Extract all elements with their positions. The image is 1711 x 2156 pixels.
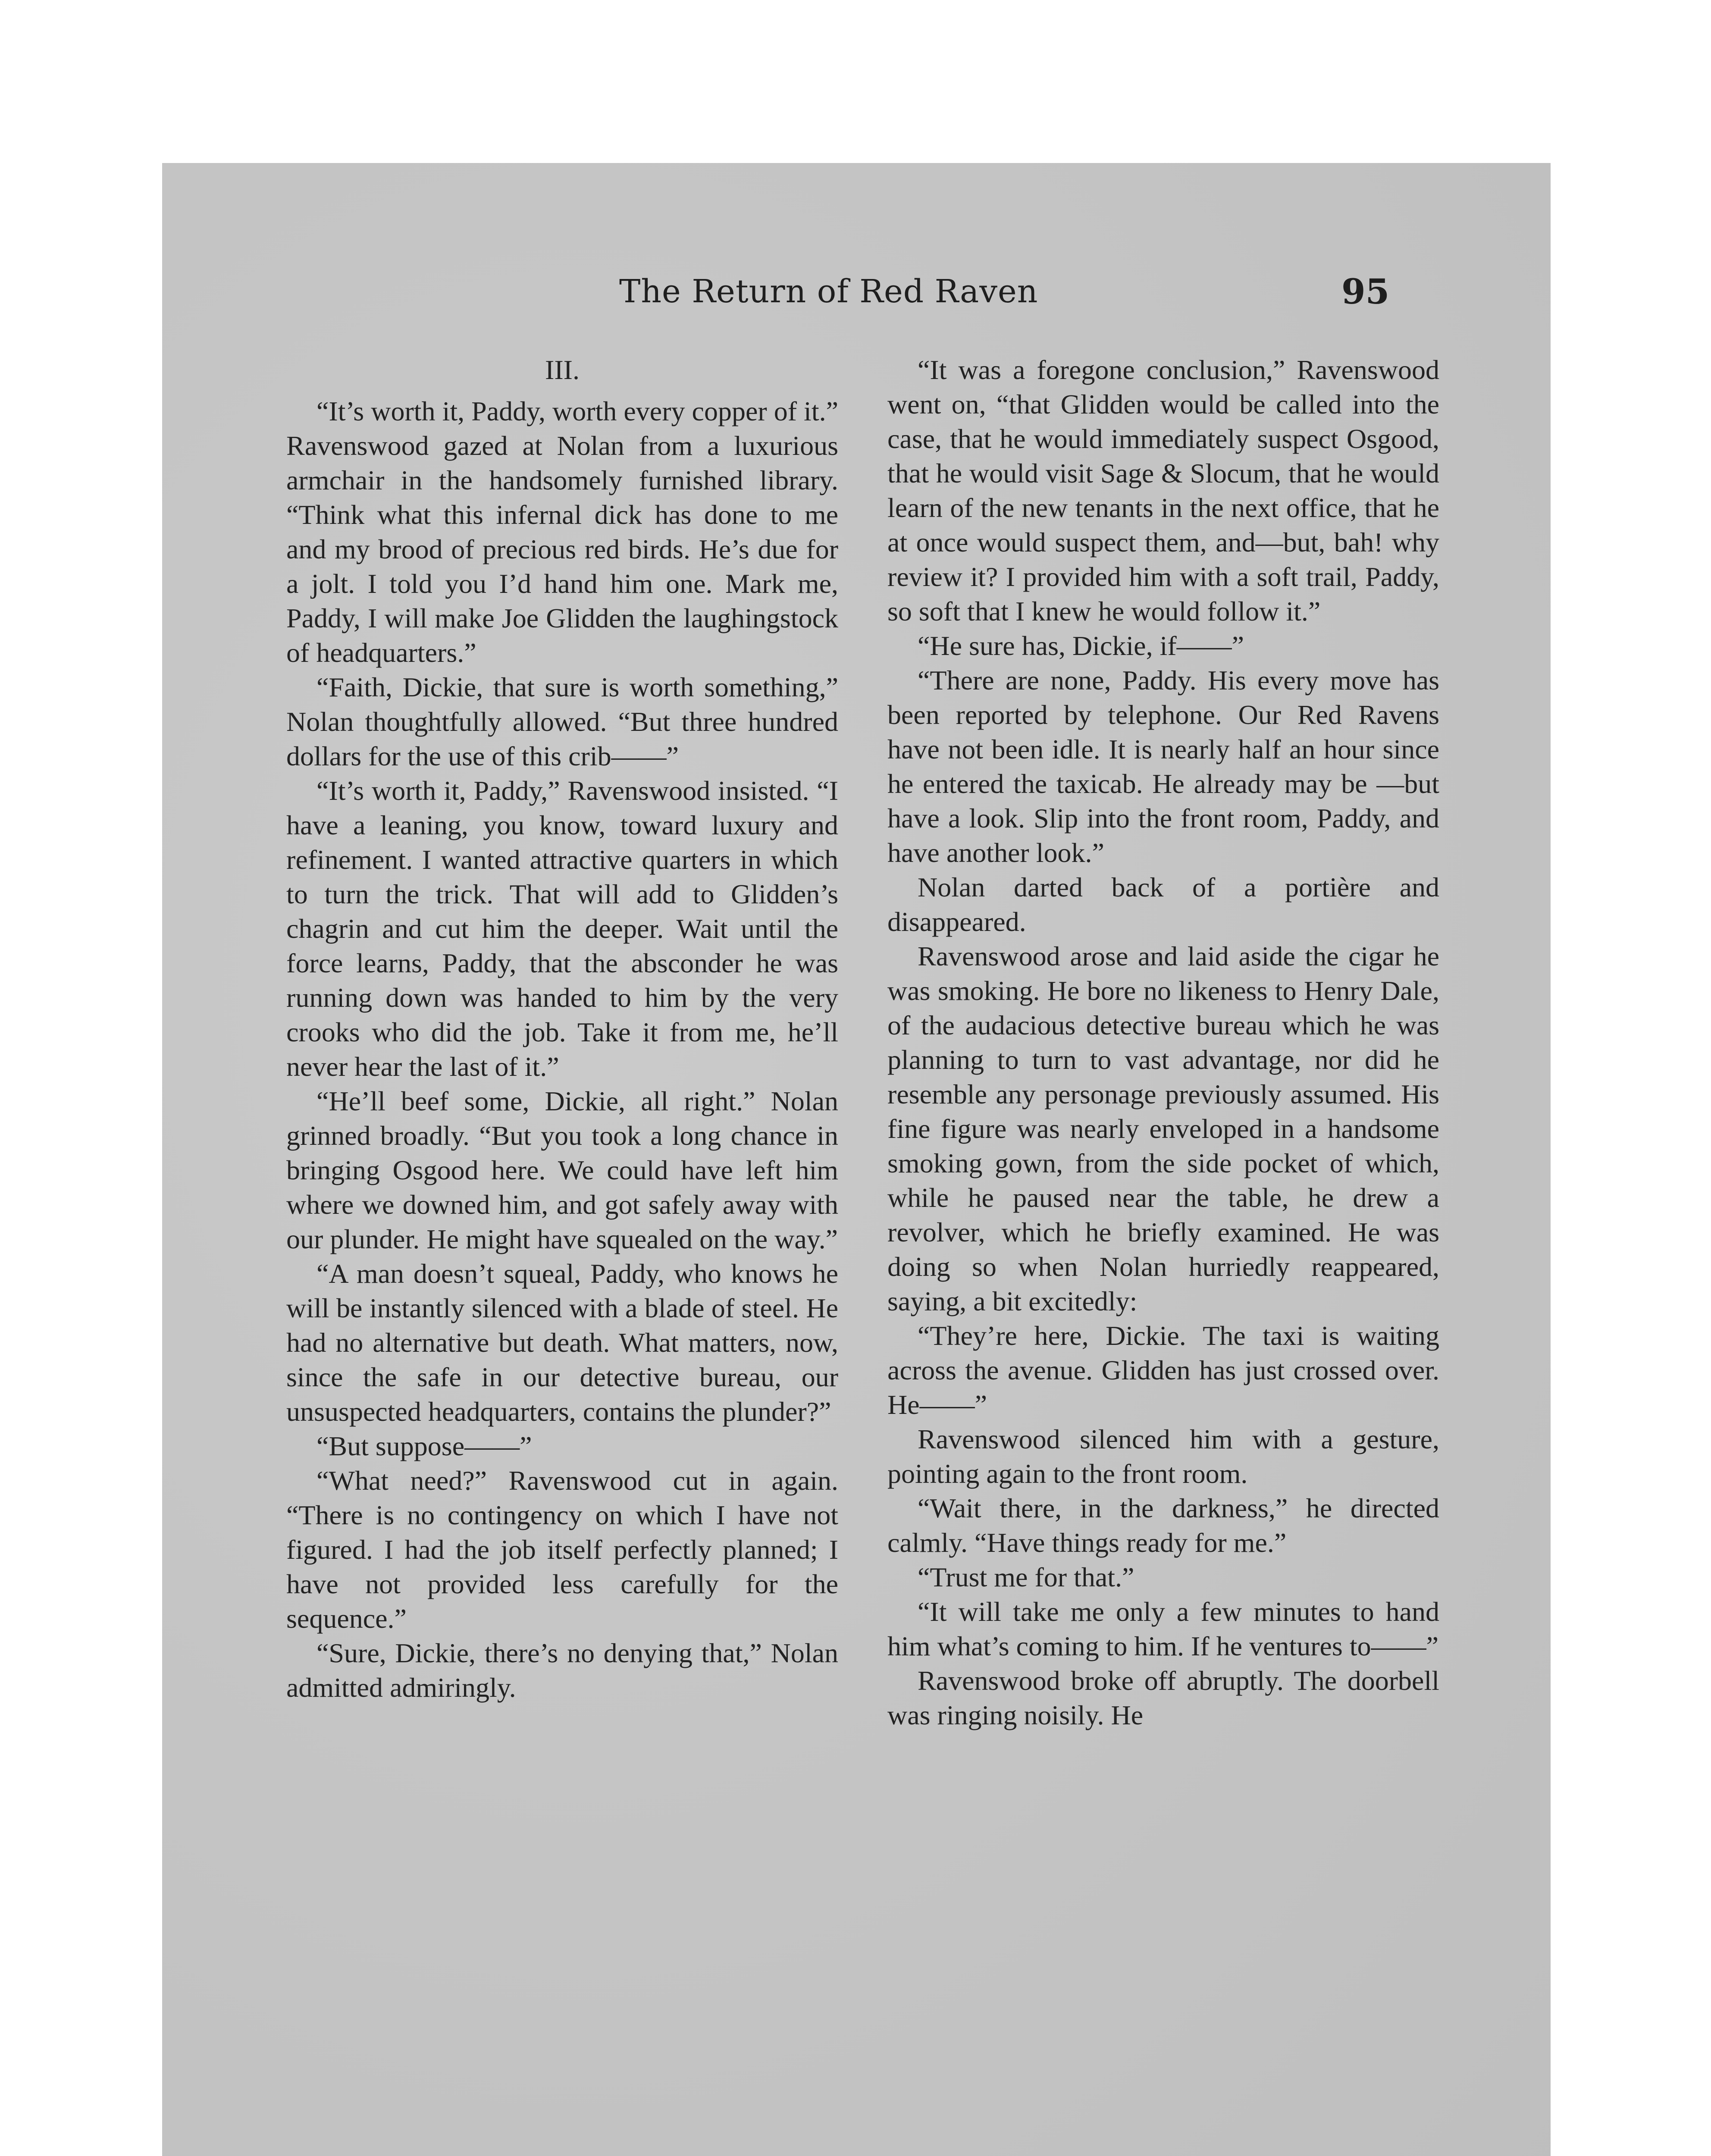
paragraph: “They’re here, Dickie. The taxi is waiting across the avenue. Glidden has just crossed over. He——” bbox=[887, 1320, 1439, 1420]
paragraph: Ravenswood silenced him with a gesture, pointing again to the front room. bbox=[887, 1424, 1439, 1489]
paragraph: “Sure, Dickie, there’s no denying that,” Nolan admitted admiringly. bbox=[286, 1638, 838, 1703]
paragraph: “But suppose——” bbox=[317, 1431, 532, 1461]
page-number: 95 bbox=[1341, 271, 1390, 312]
paragraph: “What need?” Ravenswood cut in again. “There is no contingency on which I have not figured. I had the job itself perfectly planned; I have not provided less carefully for the sequence.” bbox=[286, 1465, 838, 1634]
paragraph: “Wait there, in the darkness,” he directed calmly. “Have things ready for me.” bbox=[887, 1493, 1439, 1558]
paragraph: “Faith, Dickie, that sure is worth something,” Nolan thoughtfully allowed. “But three hundred dollars for the use of this crib——” bbox=[286, 672, 838, 771]
paragraph: “There are none, Paddy. His every move has been reported by telephone. Our Red Ravens have not been idle. It is nearly half an hour since he entered the taxicab. He already may be —but have a look. Slip into the front room, Paddy, and have another look.” bbox=[887, 665, 1439, 868]
paragraph: “It’s worth it, Paddy, worth every copper of it.” Ravenswood gazed at Nolan from a luxurious armchair in the handsomely furnished library. “Think what this infernal dick has done to me and my brood of precious red birds. He’s due for a jolt. I told you I’d hand him one. Mark me, Paddy, I will make Joe Glidden the laughingstock of headquarters.” bbox=[286, 396, 838, 668]
paragraph: “He sure has, Dickie, if——” bbox=[918, 630, 1244, 661]
paragraph: “Trust me for that.” bbox=[918, 1562, 1134, 1592]
paragraph: “A man doesn’t squeal, Paddy, who knows he will be instantly silenced with a blade of steel. He had no alternative but death. What matters, now, since the safe in our detective bureau, our unsuspected headquarters, contains the plunder?” bbox=[286, 1258, 838, 1427]
page-header bbox=[162, 273, 1551, 325]
paragraph: “It was a foregone conclusion,” Ravenswood went on, “that Glidden would be called into the case, that he would immediately suspect Osgood, that he would visit Sage & Slocum, that he would learn of the new tenants in the next office, that he at once would suspect them, and—but, bah! why review it? I provided him with a soft trail, Paddy, so soft that I knew he would follow it.” bbox=[887, 354, 1439, 627]
paragraph: Ravenswood arose and laid aside the cigar he was smoking. He bore no likeness to Henry Dale, of the audacious detective bureau which he was planning to turn to vast advantage, nor did he resemble any personage previously assumed. His fine figure was nearly enveloped in a handsome smoking gown, from the side pocket of which, while he paused near the table, he drew a revolver, which he briefly examined. He was doing so when Nolan hurriedly reappeared, saying, a bit excitedly: bbox=[887, 941, 1439, 1316]
section-heading: III. bbox=[545, 354, 580, 385]
right-column bbox=[887, 353, 1439, 1733]
paragraph: “It will take me only a few minutes to hand him what’s coming to him. If he ventures to——” bbox=[887, 1596, 1439, 1661]
paragraph: “He’ll beef some, Dickie, all right.” Nolan grinned broadly. “But you took a long chance in bringing Osgood here. We could have left him where we downed him, and got safely away with our plunder. He might have squealed on the way.” bbox=[286, 1086, 838, 1254]
book-page bbox=[162, 163, 1551, 2156]
paragraph: “It’s worth it, Paddy,” Ravenswood insisted. “I have a leaning, you know, toward luxury and refinement. I wanted attractive quarters in which to turn the trick. That will add to Glidden’s chagrin and cut him the deeper. Wait until the force learns, Paddy, that the absconder he was running down was handed to him by the very crooks who did the job. Take it from me, he’ll never hear the last of it.” bbox=[286, 775, 838, 1082]
running-title: The Return of Red Raven bbox=[619, 273, 1038, 310]
paragraph: Ravenswood broke off abruptly. The doorbell was ringing noisily. He bbox=[887, 1665, 1439, 1730]
left-column bbox=[286, 353, 838, 1705]
paragraph: Nolan darted back of a portière and disappeared. bbox=[887, 872, 1439, 937]
